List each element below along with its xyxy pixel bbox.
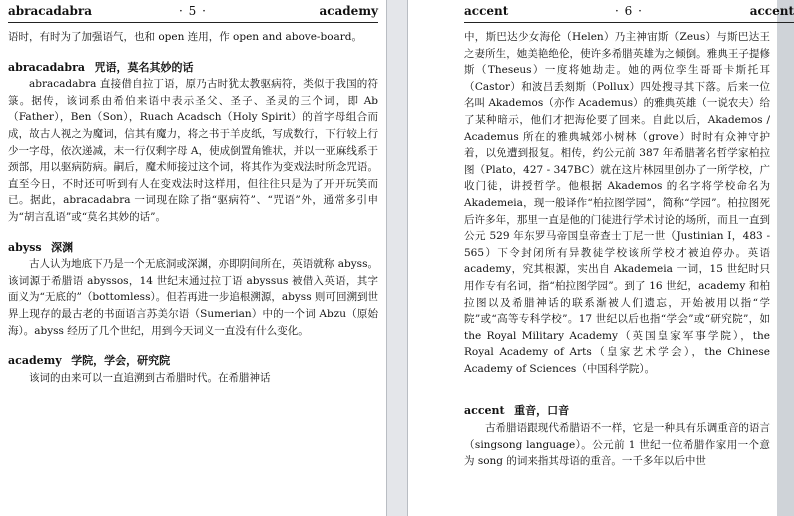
entry-body-abyss: 古人认为地底下乃是一个无底洞或深渊，亦即阴间所在，英语就称 abyss。该词源于希腊语 abyssos，14 世纪末通过拉丁语 abyssus 被借入英语，其字面义为“无底的”（bottomless）。但若再进一步追根溯源，abyss 则可回溯到世界上现存的最古老的书面语言苏美尔语（Sumerian）中的一个词 Abzu（原始海）。abyss 经历了几个世纪，用到今天词义一直没有什么变化。 xyxy=(8,258,378,337)
headword: abyss xyxy=(8,240,42,254)
left-page xyxy=(0,0,386,516)
entry-heading-abracadabra xyxy=(8,60,378,77)
right-page-number: · 6 · xyxy=(615,4,643,18)
headword: academy xyxy=(8,354,62,368)
right-page-header xyxy=(464,0,794,23)
page-gutter xyxy=(386,0,408,516)
right-running-head-first: accent xyxy=(464,4,509,18)
gloss: 深渊 xyxy=(51,240,74,254)
entry-heading-abyss xyxy=(8,240,378,257)
entry-body-accent: 古希腊语跟现代希腊语不一样，它是一种具有乐调重音的语言（singsong language）。公元前 1 世纪一位希腊作家用一个意为 song 的词来指其母语的重音。一千多年以后中世 xyxy=(464,422,770,468)
entry-body-academy: 该词的由来可以一直追溯到古希腊时代。在希腊神话 xyxy=(29,371,271,384)
entry-body-abracadabra: abracadabra 直接借自拉丁语，原乃古时犹太教驱病符，类似于我国的符箓。据传，该词系由希伯来语中表示圣父、圣子、圣灵的三个词，即 Ab（Father），Ben（Son），Ruach Acadsch（Holy Spirit）的首字母组合而成，故古人视之为魔词，信其有魔力，将之书于羊皮纸，写成数行，下行较上行少一字母，依次递减，末一行仅剩字母 A，使成倒置角锥状，并以一亚麻线系于颈部，用以驱病防病。嗣后，魔术师接过这个词，将其作为变戏法时所念咒语。直至今日，不时还可听到有人在变戏法时这样用，但往往只是为了开开玩笑而已。据此，abracadabra 一词现在除了指“驱病符”、“咒语”外，通常多引申为“胡言乱语”或“莫名其妙的话”。 xyxy=(8,78,378,223)
right-running-head-last: accent xyxy=(749,4,794,18)
headword: accent xyxy=(464,404,505,418)
right-page xyxy=(408,0,794,516)
academy-continuation: 中，斯巴达少女海伦（Helen）乃主神宙斯（Zeus）与斯巴达王之妻所生，她美艳绝伦，使许多希腊英雄为之倾倒。雅典王子提修斯（Theseus）一度将她劫走。她的两位孪生哥哥卡斯托耳（Castor）和波吕丢刻斯（Pollux）四处搜寻其下落。后来一位名叫 Akademos（亦作 Academus）的雅典英雄（一说农夫）给了某种暗示，他们才把海伦要了回来。自此以后，Akademos / Academus 所在的雅典城郊小树林（grove）时时有众神守护着，以免遭到报复。相传，约公元前 387 年希腊著名哲学家柏拉图（Plato，427 - 347BC）就在这片林园里创办了一所学校，广收门徒，讲授哲学。他根据 Akademos 的名字将学校命名为 Akademeia，现一般译作“柏拉图学园”，简称“学园”。柏拉图死后许多年，那里一直是他的门徒进行学术讨论的场所，而且一直到公元 529 年东罗马帝国皇帝查士丁尼一世（Justinian Ⅰ，483 - 565）下令封闭所有异教徒学校该所学校才被迫停办。英语 academy，究其根源，实出自 Akademeia 一词，15 世纪时只用作专有名词，指“柏拉图学园”。到了 16 世纪，academy 和柏拉图以及希腊神话的联系渐被人们遗忘，开始被用以指“学院”或“高等专科学校”。17 世纪以后也指“学会”或“研究院”，如 the Royal Military Academy（英国皇家军事学院），the Royal Academy of Arts（皇家艺术学会），the Chinese Academy of Sciences（中国科学院）。 xyxy=(464,31,770,375)
entry-heading-accent xyxy=(464,403,777,420)
intro-paragraph: 语时，有时为了加强语气，也和 open 连用，作 open and above-board。 xyxy=(8,31,363,43)
gloss: 重音，口音 xyxy=(514,404,570,418)
headword: abracadabra xyxy=(8,60,85,74)
left-page-header xyxy=(8,0,378,23)
gloss: 学院，学会，研究院 xyxy=(71,354,171,368)
gloss: 咒语，莫名其妙的话 xyxy=(94,60,194,74)
left-running-head-first: abracadabra xyxy=(8,4,92,18)
left-running-head-last: academy xyxy=(319,4,378,18)
entry-heading-academy xyxy=(8,353,378,370)
left-page-number: · 5 · xyxy=(179,4,207,18)
